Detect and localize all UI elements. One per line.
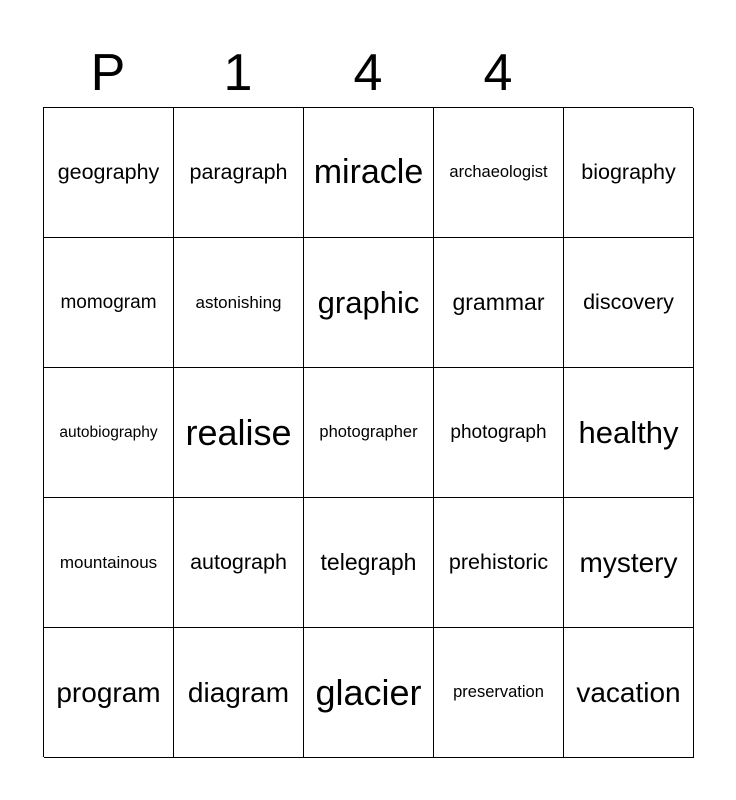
bingo-header: [43, 40, 693, 106]
header-letter-3: 4: [353, 44, 383, 102]
bingo-cell[interactable]: vacation: [564, 628, 694, 758]
bingo-cell[interactable]: biography: [564, 108, 694, 238]
bingo-cell[interactable]: grammar: [434, 238, 564, 368]
bingo-cell[interactable]: autograph: [174, 498, 304, 628]
bingo-cell[interactable]: mountainous: [44, 498, 174, 628]
bingo-cell[interactable]: autobiography: [44, 368, 174, 498]
bingo-cell[interactable]: geography: [44, 108, 174, 238]
bingo-cell[interactable]: glacier: [304, 628, 434, 758]
bingo-cell[interactable]: preservation: [434, 628, 564, 758]
bingo-cell[interactable]: graphic: [304, 238, 434, 368]
bingo-cell[interactable]: mystery: [564, 498, 694, 628]
bingo-cell[interactable]: program: [44, 628, 174, 758]
bingo-cell[interactable]: diagram: [174, 628, 304, 758]
bingo-cell[interactable]: astonishing: [174, 238, 304, 368]
bingo-board: [43, 107, 693, 757]
bingo-cell[interactable]: prehistoric: [434, 498, 564, 628]
bingo-cell[interactable]: photograph: [434, 368, 564, 498]
bingo-cell[interactable]: realise: [174, 368, 304, 498]
bingo-cell[interactable]: discovery: [564, 238, 694, 368]
bingo-cell[interactable]: healthy: [564, 368, 694, 498]
header-letter-5: [563, 40, 693, 106]
bingo-cell[interactable]: photographer: [304, 368, 434, 498]
bingo-cell[interactable]: paragraph: [174, 108, 304, 238]
bingo-cell[interactable]: momogram: [44, 238, 174, 368]
bingo-cell[interactable]: archaeologist: [434, 108, 564, 238]
header-letter-4: 4: [483, 44, 513, 102]
bingo-cell[interactable]: telegraph: [304, 498, 434, 628]
header-letter-1: P: [90, 44, 126, 102]
header-letter-2: 1: [223, 44, 253, 102]
bingo-cell[interactable]: miracle: [304, 108, 434, 238]
